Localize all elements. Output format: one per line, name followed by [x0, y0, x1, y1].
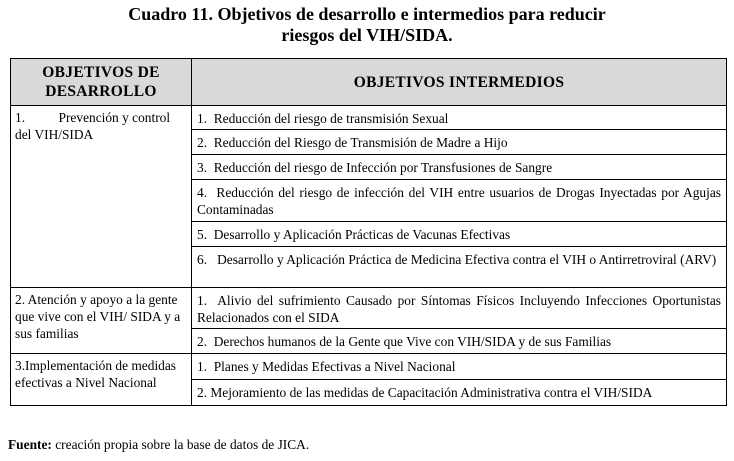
title-line-1: Cuadro 11. Objetivos de desarrollo e intermedios para reducir — [128, 4, 606, 24]
development-objective-2: 2. Atención y apoyo a la gente que vive con el VIH/ SIDA y a sus familias — [11, 288, 192, 354]
intermediate-objective: 6. Desarrollo y Aplicación Práctica de Medicina Efectiva contra el VIH o Antirretroviral (ARV) — [192, 247, 727, 288]
header-intermediate: OBJETIVOS INTERMEDIOS — [192, 59, 727, 106]
development-objective-3: 3.Implementación de medidas efectivas a Nivel Nacional — [11, 354, 192, 406]
development-objective-1: 1. Prevención y control del VIH/SIDA — [11, 106, 192, 288]
header-row — [11, 59, 727, 106]
source-label: Fuente: — [8, 437, 52, 452]
intermediate-objective: 1. Reducción del riesgo de transmisión Sexual — [192, 106, 727, 130]
intermediate-objective: 3. Reducción del riesgo de Infección por Transfusiones de Sangre — [192, 155, 727, 180]
table-row — [11, 354, 727, 380]
intermediate-objective: 5. Desarrollo y Aplicación Prácticas de Vacunas Efectivas — [192, 222, 727, 247]
source-note — [8, 437, 309, 453]
intermediate-objective: 1. Planes y Medidas Efectivas a Nivel Nacional — [192, 354, 727, 380]
source-text: creación propia sobre la base de datos de JICA. — [51, 437, 310, 452]
intermediate-objective: 2. Derechos humanos de la Gente que Vive con VIH/SIDA y de sus Familias — [192, 329, 727, 354]
table-title — [0, 4, 734, 46]
table-row — [11, 106, 727, 130]
title-line-2: riesgos del VIH/SIDA. — [281, 25, 453, 45]
intermediate-objective: 4. Reducción del riesgo de infección del VIH entre usuarios de Drogas Inyectadas por Agujas Contaminadas — [192, 180, 727, 222]
objectives-table — [10, 58, 727, 406]
intermediate-objective: 2. Reducción del Riesgo de Transmisión de Madre a Hijo — [192, 130, 727, 155]
intermediate-objective: 1. Alivio del sufrimiento Causado por Síntomas Físicos Incluyendo Infecciones Oportunistas Relacionados con el SIDA — [192, 288, 727, 329]
intermediate-objective: 2. Mejoramiento de las medidas de Capacitación Administrativa contra el VIH/SIDA — [192, 380, 727, 406]
table-row — [11, 288, 727, 329]
header-development: OBJETIVOS DE DESARROLLO — [11, 59, 192, 106]
